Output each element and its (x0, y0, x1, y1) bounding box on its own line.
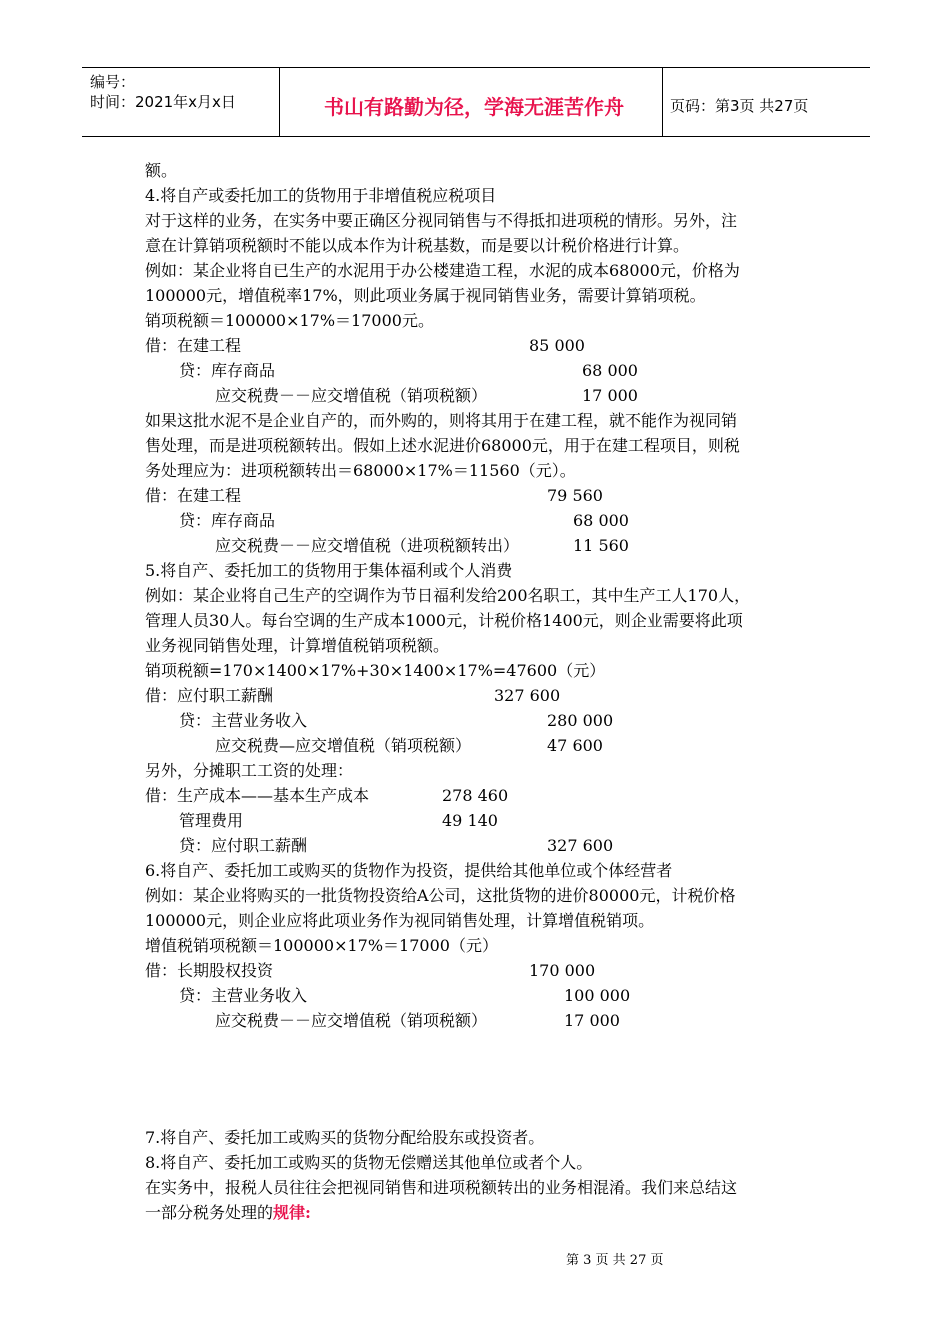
journal-credit: 贷：主营业务收入 (179, 711, 308, 730)
text-line: 如果这批水泥不是企业自产的，而外购的，则将其用于在建工程，就不能作为视同销 (145, 411, 738, 430)
text-line: 销项税额=170×1400×17%+30×1400×17%=47600（元） (145, 661, 606, 680)
journal-debit: 借：生产成本——基本生产成本 (145, 786, 370, 805)
journal-amount: 79 560 (547, 486, 603, 505)
journal-debit: 借：在建工程 (145, 486, 242, 505)
text-line: 销项税额＝100000×17%＝17000元。 (145, 311, 434, 330)
page-header (82, 67, 870, 137)
journal-amount: 85 000 (529, 336, 585, 355)
text-line: 意在计算销项税额时不能以成本作为计税基数，而是要以计税价格进行计算。 (145, 236, 690, 255)
journal-amount: 280 000 (547, 711, 614, 730)
header-divider (662, 68, 663, 136)
journal-amount: 327 600 (494, 686, 561, 705)
journal-amount: 11 560 (573, 536, 629, 555)
journal-amount: 47 600 (547, 736, 603, 755)
journal-credit: 贷：库存商品 (179, 511, 276, 530)
section-heading: 6.将自产、委托加工或购买的货物作为投资，提供给其他单位或个体经营者 (145, 861, 673, 880)
journal-credit: 贷：库存商品 (179, 361, 276, 380)
text-line: 例如：某企业将自己生产的空调作为节日福利发给200名职工，其中生产工人170人， (145, 586, 751, 605)
journal-amount: 49 140 (442, 811, 498, 830)
emphasis-text: 规律: (273, 1203, 311, 1222)
journal-credit: 应交税费－－应交增值税（进项税额转出） (215, 536, 520, 555)
text-line: 例如：某企业将购买的一批货物投资给A公司，这批货物的进价80000元，计税价格 (145, 886, 736, 905)
text-fragment: 一部分税务处理的 (145, 1203, 274, 1222)
journal-debit: 借：长期股权投资 (145, 961, 274, 980)
text-line: 100000元，增值税率17%，则此项业务属于视同销售业务，需要计算销项税。 (145, 286, 706, 305)
journal-credit: 贷：应付职工薪酬 (179, 836, 308, 855)
text-line: 务处理应为：进项税额转出＝68000×17%＝11560（元）。 (145, 461, 576, 480)
journal-amount: 17 000 (582, 386, 638, 405)
document-date-label: 时间：2021年x月x日 (90, 93, 236, 111)
text-line: 在实务中，报税人员往往会把视同销售和进项税额转出的业务相混淆。我们来总结这 (145, 1178, 738, 1197)
journal-credit: 贷：主营业务收入 (179, 986, 308, 1005)
section-heading: 4.将自产或委托加工的货物用于非增值税应税项目 (145, 186, 497, 205)
journal-credit: 应交税费—应交增值税（销项税额） (215, 736, 472, 755)
document-number-label: 编号： (90, 73, 136, 91)
text-line: 对于这样的业务，在实务中要正确区分视同销售与不得抵扣进项税的情形。另外，注 (145, 211, 738, 230)
journal-credit: 应交税费－－应交增值税（销项税额） (215, 1011, 488, 1030)
text-line: 增值税销项税额＝100000×17%＝17000（元） (145, 936, 498, 955)
journal-amount: 68 000 (573, 511, 629, 530)
journal-amount: 68 000 (582, 361, 638, 380)
journal-amount: 17 000 (564, 1011, 620, 1030)
text-line: 额。 (145, 161, 178, 180)
journal-debit: 借：应付职工薪酬 (145, 686, 274, 705)
header-motto: 书山有路勤为径，学海无涯苦作舟 (324, 95, 624, 119)
text-line: 售处理，而是进项税额转出。假如上述水泥进价68000元，用于在建工程项目，则税 (145, 436, 740, 455)
page-footer: 第 3 页 共 27 页 (566, 1253, 664, 1268)
header-divider (279, 68, 280, 136)
section-heading: 5.将自产、委托加工的货物用于集体福利或个人消费 (145, 561, 513, 580)
journal-debit: 借：在建工程 (145, 336, 242, 355)
journal-amount: 170 000 (529, 961, 596, 980)
text-line: 管理人员30人。每台空调的生产成本1000元，计税价格1400元，则企业需要将此项 (145, 611, 743, 630)
journal-amount: 327 600 (547, 836, 614, 855)
header-meta (90, 72, 236, 112)
journal-amount: 100 000 (564, 986, 631, 1005)
text-line: 例如：某企业将自已生产的水泥用于办公楼建造工程，水泥的成本68000元，价格为 (145, 261, 740, 280)
section-heading: 8.将自产、委托加工或购买的货物无偿赠送其他单位或者个人。 (145, 1153, 593, 1172)
header-page-label: 页码：第3页 共27页 (670, 97, 809, 115)
journal-amount: 278 460 (442, 786, 509, 805)
text-line (145, 1203, 311, 1223)
journal-credit: 应交税费－－应交增值税（销项税额） (215, 386, 488, 405)
text-line: 100000元，则企业应将此项业务作为视同销售处理，计算增值税销项。 (145, 911, 655, 930)
journal-debit: 管理费用 (179, 811, 244, 830)
text-line: 另外，分摊职工工资的处理： (145, 761, 354, 780)
section-heading: 7.将自产、委托加工或购买的货物分配给股东或投资者。 (145, 1128, 545, 1147)
text-line: 业务视同销售处理，计算增值税销项税额。 (145, 636, 450, 655)
